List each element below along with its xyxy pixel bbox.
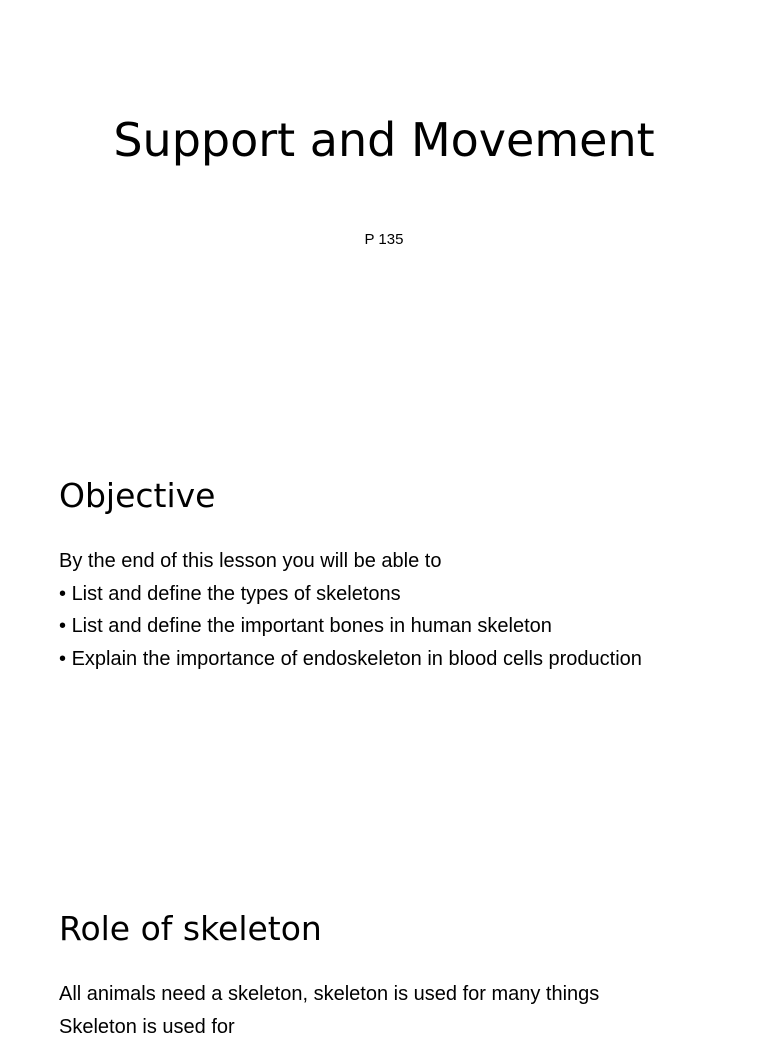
list-item: • Explain the importance of endoskeleton in blood cells production xyxy=(59,643,739,676)
body-line: Skeleton is used for xyxy=(59,1011,739,1043)
title-slide xyxy=(0,0,768,432)
slide-body xyxy=(59,978,739,1043)
slide-heading: Objective xyxy=(59,476,215,516)
body-line: All animals need a skeleton, skeleton is used for many things xyxy=(59,978,739,1011)
objective-slide xyxy=(0,432,768,864)
list-item: • List and define the types of skeletons xyxy=(59,578,739,611)
slide-body xyxy=(59,545,739,675)
slide-subtitle: P 135 xyxy=(0,230,768,250)
role-of-skeleton-slide xyxy=(0,864,768,1024)
slide-title: Support and Movement xyxy=(0,114,768,166)
intro-text: By the end of this lesson you will be able to xyxy=(59,545,739,578)
objective-list xyxy=(59,578,739,676)
list-item: • List and define the important bones in human skeleton xyxy=(59,610,739,643)
slide-heading: Role of skeleton xyxy=(59,909,322,949)
